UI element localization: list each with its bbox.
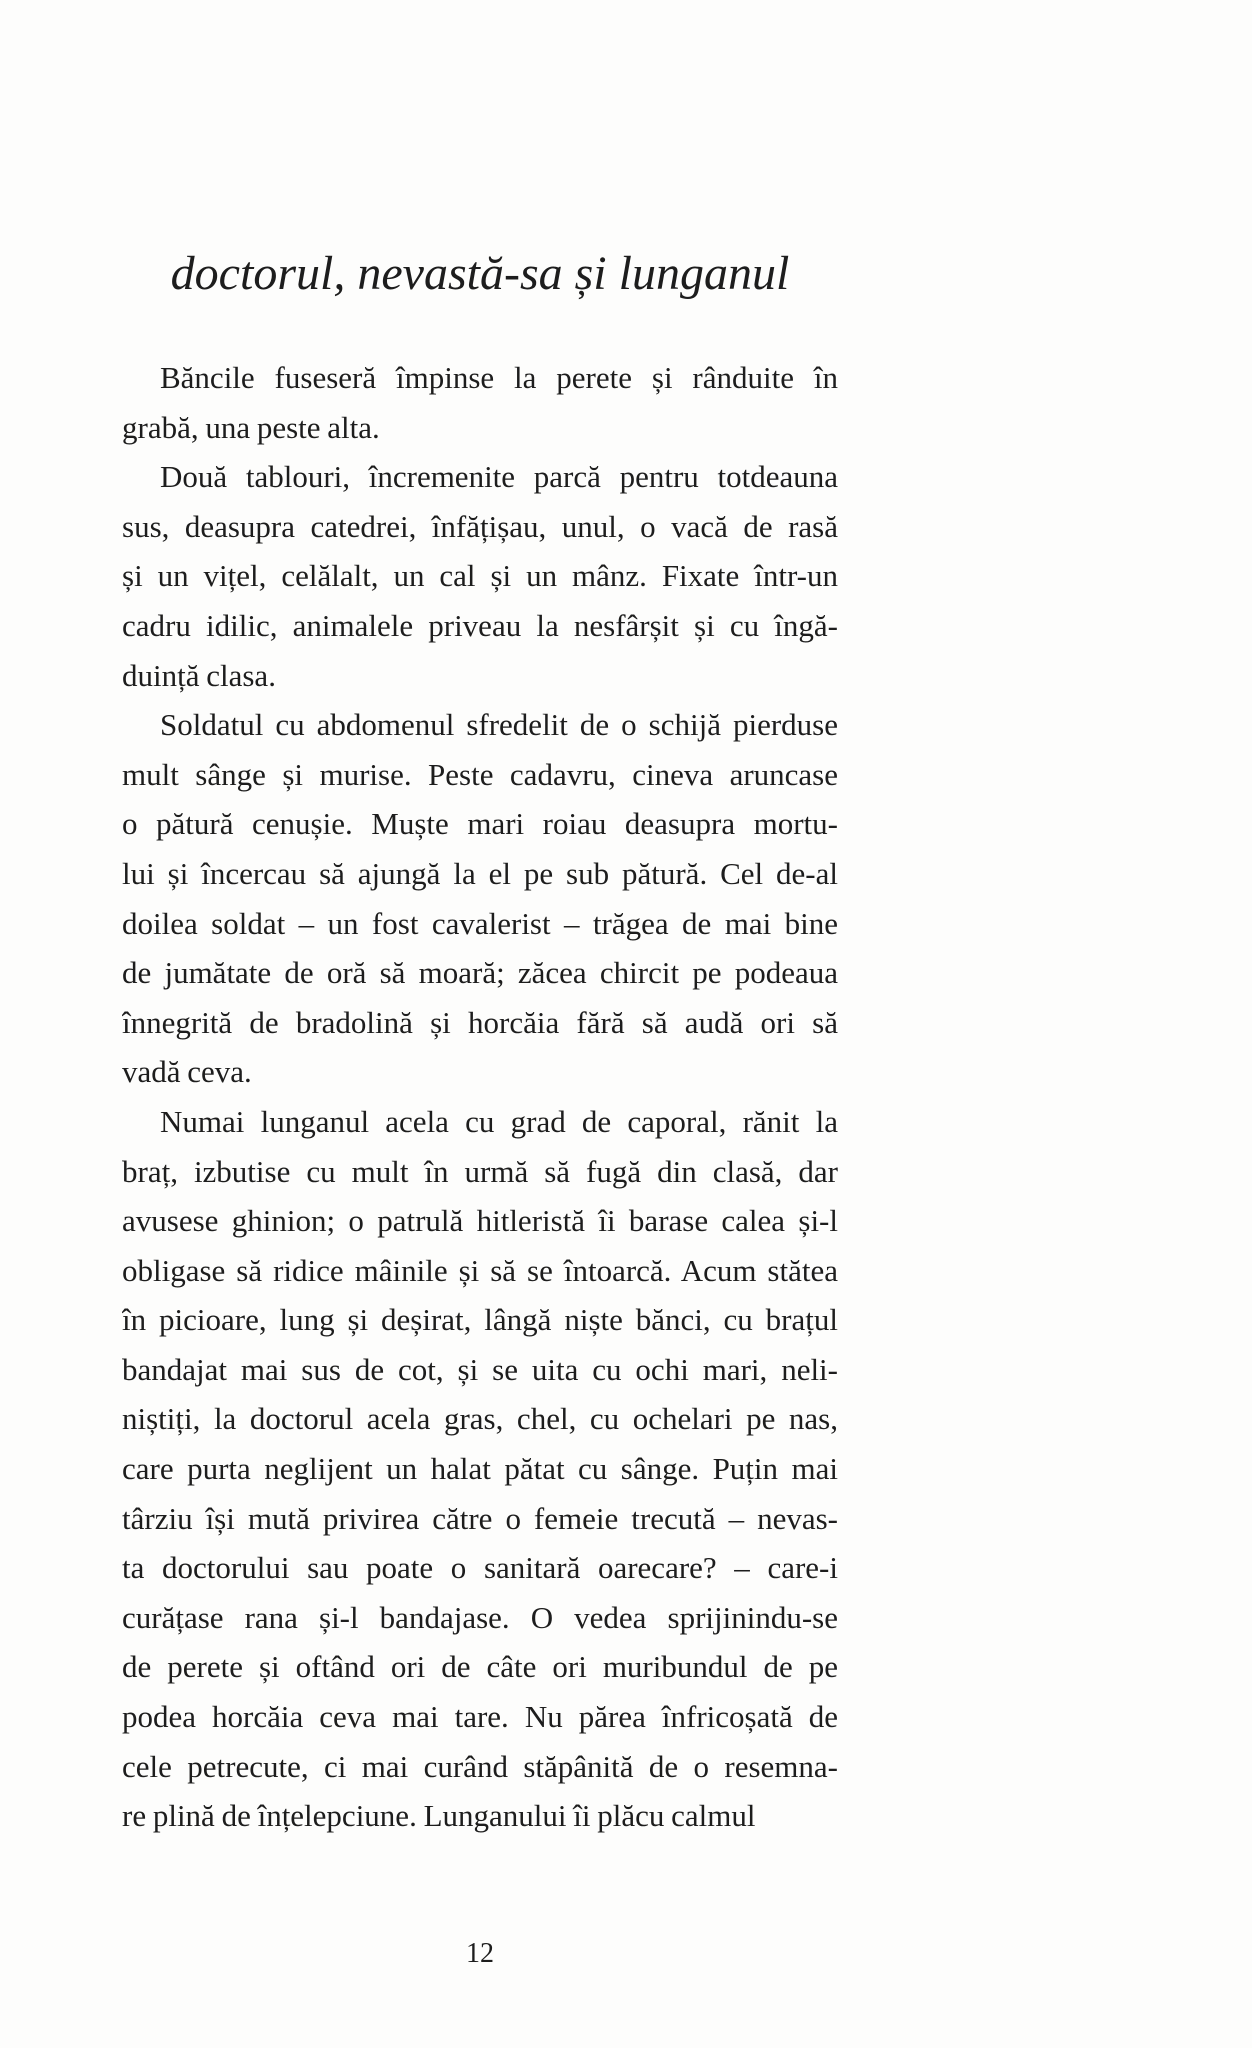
text-line: mult sânge și murise. Peste cadavru, cineva aruncase — [122, 756, 838, 792]
text-line: și un vițel, celălalt, un cal și un mânz. Fixate într-un — [122, 558, 838, 594]
text-line: de perete și oftând ori de câte ori muribundul de pe — [122, 1649, 838, 1685]
text-line: Numai lunganul acela cu grad de caporal, rănit la — [160, 1103, 838, 1139]
paragraph — [122, 452, 838, 700]
text-line: târziu își mută privirea către o femeie trecută – nevas- — [122, 1500, 838, 1536]
text-line: Două tablouri, încremenite parcă pentru totdeauna — [160, 459, 838, 495]
body-text — [122, 353, 838, 1841]
paragraph — [122, 700, 838, 1097]
text-line: o pătură cenușie. Muște mari roiau deasupra mortu- — [122, 806, 838, 842]
text-line: obligase să ridice mâinile și să se întoarcă. Acum stătea — [122, 1252, 838, 1288]
page-number: 12 — [466, 1938, 494, 1969]
text-line: grabă, una peste alta. — [122, 409, 380, 445]
chapter-title: doctorul, nevastă-sa și lunganul — [170, 247, 790, 300]
text-line: care purta neglijent un halat pătat cu sânge. Puțin mai — [122, 1451, 838, 1487]
text-line: avusese ghinion; o patrulă hitleristă îi barase calea și-l — [122, 1203, 838, 1239]
text-line: bandajat mai sus de cot, și se uita cu ochi mari, neli- — [122, 1351, 838, 1387]
paragraph — [122, 1097, 838, 1841]
text-line: doilea soldat – un fost cavalerist – trăgea de mai bine — [122, 905, 838, 941]
text-line: re plină de înțelepciune. Lunganului îi plăcu calmul — [122, 1798, 756, 1834]
text-line: înnegrită de bradolină și horcăia fără să audă ori să — [122, 1004, 838, 1040]
text-line: cadru idilic, animalele priveau la nesfârșit și cu îngă- — [122, 607, 838, 643]
text-line: în picioare, lung și deșirat, lângă niște bănci, cu brațul — [122, 1302, 838, 1338]
text-line: Soldatul cu abdomenul sfredelit de o schijă pierduse — [160, 707, 838, 743]
text-line: braț, izbutise cu mult în urmă să fugă din clasă, dar — [122, 1153, 838, 1189]
text-line: lui și încercau să ajungă la el pe sub pătură. Cel de-al — [122, 855, 838, 891]
text-line: de jumătate de oră să moară; zăcea chircit pe podeaua — [122, 955, 838, 991]
text-line: niștiți, la doctorul acela gras, chel, cu ochelari pe nas, — [122, 1401, 838, 1437]
text-line: duință clasa. — [122, 657, 276, 693]
text-line: vadă ceva. — [122, 1054, 252, 1090]
text-line: sus, deasupra catedrei, înfățișau, unul, o vacă de rasă — [122, 508, 838, 544]
paragraph — [122, 353, 838, 452]
text-line: ta doctorului sau poate o sanitară oarecare? – care-i — [122, 1550, 838, 1586]
text-line: cele petrecute, ci mai curând stăpânită de o resemna- — [122, 1748, 838, 1784]
text-line: Băncile fuseseră împinse la perete și rânduite în — [160, 360, 838, 395]
text-line: curățase rana și-l bandajase. O vedea sprijinindu-se — [122, 1599, 838, 1635]
text-line: podea horcăia ceva mai tare. Nu părea înfricoșată de — [122, 1699, 838, 1735]
